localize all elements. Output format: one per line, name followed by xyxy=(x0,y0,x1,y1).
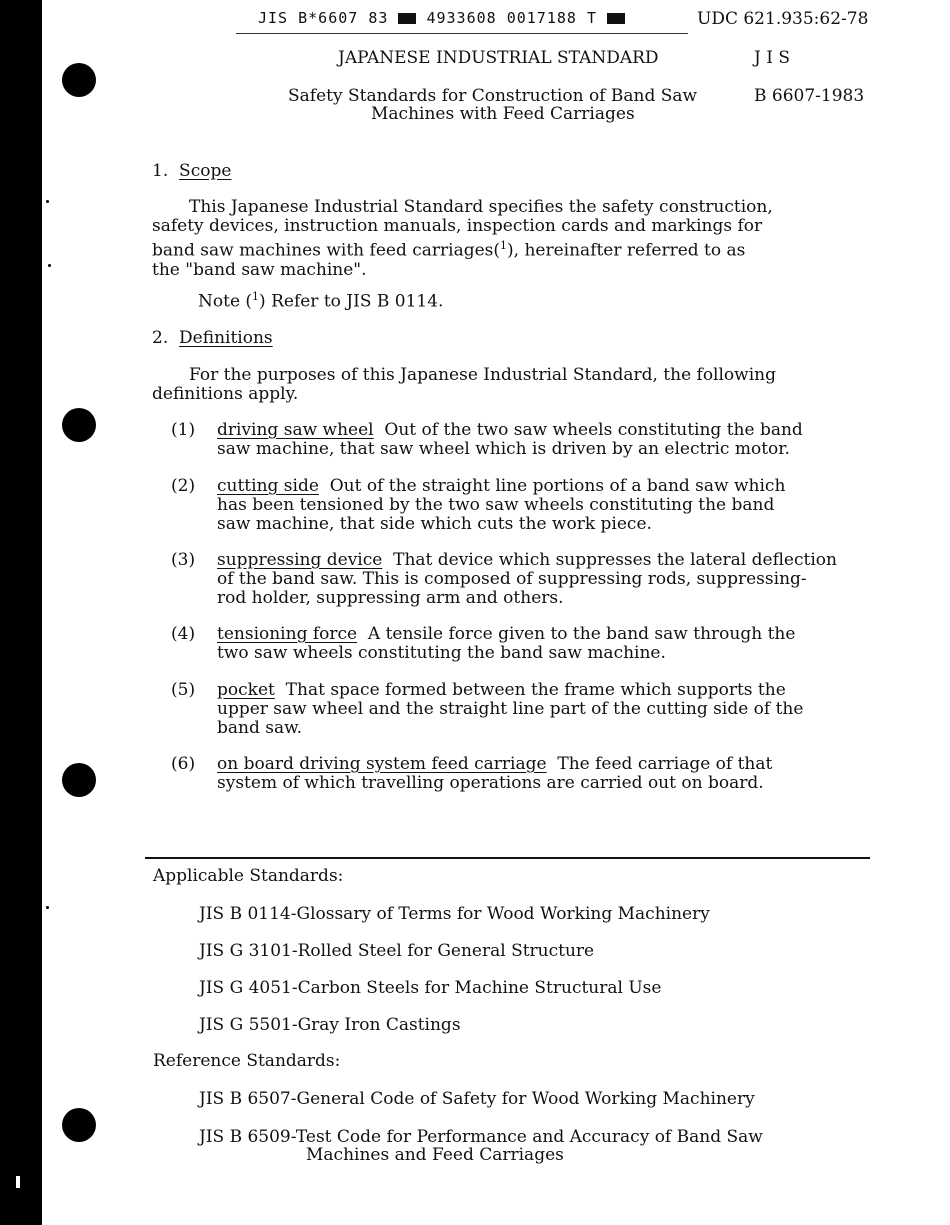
definition-term: tensioning force xyxy=(217,624,358,644)
scan-edge xyxy=(0,0,42,1225)
reference-item-continuation: Machines and Feed Carriages xyxy=(306,1145,564,1165)
applicable-item: JIS G 4051-Carbon Steels for Machine Structural Use xyxy=(199,978,662,998)
speck xyxy=(46,200,49,203)
jis-mark: J I S xyxy=(754,48,790,68)
definition-item: (2) cutting side Out of the straight line portions of a band saw which has been tensioned by the two saw wheels constituting the band saw machine, that side which cuts the work piece. xyxy=(171,476,786,534)
reference-item: JIS B 6507-General Code of Safety for Wood Working Machinery xyxy=(199,1089,755,1109)
definition-term: on board driving system feed carriage xyxy=(217,754,547,774)
scope-note: Note ($^1$) Refer to JIS B 0114. xyxy=(198,290,444,312)
scope-line: band saw machines with feed carriages($^1$), hereinafter referred to as xyxy=(152,239,746,261)
binder-hole xyxy=(62,763,96,797)
catalog-code: JIS B*6607 83 4933608 0017188 T xyxy=(258,9,625,27)
definition-term: cutting side xyxy=(217,476,319,496)
udc-code: UDC 621.935:62-78 xyxy=(697,9,869,29)
reference-item: JIS B 6509-Test Code for Performance and Accuracy of Band Saw xyxy=(199,1127,763,1147)
definition-term: driving saw wheel xyxy=(217,420,374,440)
definition-item: (1) driving saw wheel Out of the two saw wheels constituting the band saw machine, that saw wheel which is driven by an electric motor. xyxy=(171,420,803,459)
reference-heading: Reference Standards: xyxy=(153,1051,341,1071)
definitions-intro: For the purposes of this Japanese Industrial Standard, the following definitions apply. xyxy=(152,365,776,404)
applicable-item: JIS G 3101-Rolled Steel for General Structure xyxy=(199,941,595,961)
speck xyxy=(48,264,51,267)
scope-line: safety devices, instruction manuals, inspection cards and markings for xyxy=(152,216,763,236)
scan-mark xyxy=(16,1176,20,1188)
standard-number: B 6607-1983 xyxy=(754,86,865,106)
applicable-item: JIS B 0114-Glossary of Terms for Wood Working Machinery xyxy=(199,904,710,924)
redaction-block xyxy=(607,13,625,24)
title-line-1: Safety Standards for Construction of Band Saw xyxy=(288,86,698,106)
binder-hole xyxy=(62,1108,96,1142)
definition-item: (3) suppressing device That device which suppresses the lateral deflection of the band saw. This is composed of suppressing rods, suppressing- rod holder, suppressing arm and others. xyxy=(171,550,837,608)
scope-line: the "band saw machine". xyxy=(152,259,367,280)
applicable-heading: Applicable Standards: xyxy=(153,866,344,886)
definition-item: (6) on board driving system feed carriage The feed carriage of that system of which travelling operations are carried out on board. xyxy=(171,754,773,793)
definition-term: suppressing device xyxy=(217,550,383,570)
speck xyxy=(46,906,49,909)
definition-item: (4) tensioning force A tensile force given to the band saw through the two saw wheels constituting the band saw machine. xyxy=(171,624,796,663)
redaction-block xyxy=(398,13,416,24)
header-rule xyxy=(236,33,688,34)
scope-paragraph xyxy=(152,198,832,280)
section-divider xyxy=(145,857,870,859)
scope-line: This Japanese Industrial Standard specifies the safety construction, xyxy=(189,197,773,217)
definition-item: (5) pocket That space formed between the frame which supports the upper saw wheel and the straight line part of the cutting side of the band saw. xyxy=(171,680,804,738)
scope-heading: 1. Scope xyxy=(152,161,232,181)
binder-hole xyxy=(62,408,96,442)
standard-name: JAPANESE INDUSTRIAL STANDARD xyxy=(338,48,659,68)
binder-hole xyxy=(62,63,96,97)
definition-term: pocket xyxy=(217,680,275,700)
definitions-heading: 2. Definitions xyxy=(152,328,273,348)
title-line-2: Machines with Feed Carriages xyxy=(371,104,635,124)
applicable-item: JIS G 5501-Gray Iron Castings xyxy=(199,1015,461,1035)
